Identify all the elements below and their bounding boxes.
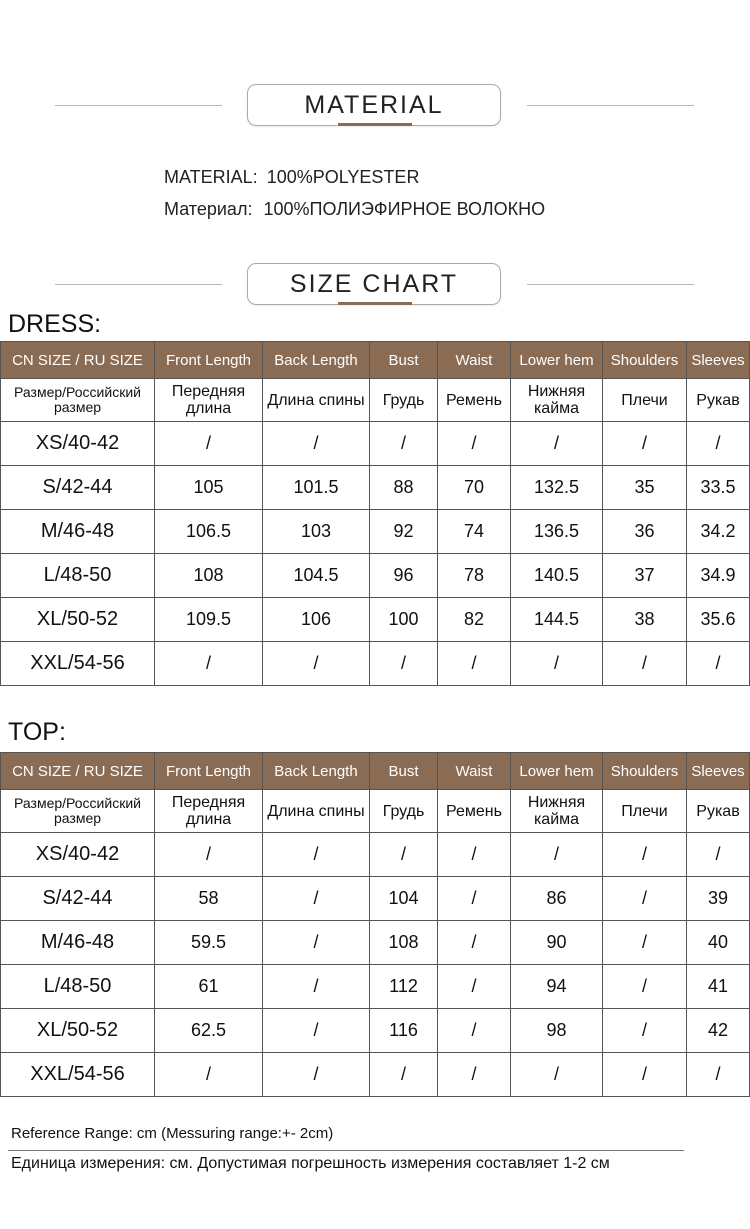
size-label: XXL/54-56: [1, 1053, 155, 1097]
column-header-ru: Ремень: [438, 379, 511, 422]
table-cell: /: [263, 921, 370, 965]
table-cell: /: [263, 642, 370, 686]
table-row: [1, 877, 750, 921]
table-cell: 37: [603, 554, 687, 598]
column-header: Lower hem: [511, 753, 603, 790]
column-header-ru: Нижняя кайма: [511, 790, 603, 833]
table-cell: 106: [263, 598, 370, 642]
table-cell: 90: [511, 921, 603, 965]
table-cell: 34.9: [687, 554, 750, 598]
column-header-ru: Ремень: [438, 790, 511, 833]
size-label: XL/50-52: [1, 1009, 155, 1053]
column-header-ru: Нижняя кайма: [511, 379, 603, 422]
column-header: Waist: [438, 342, 511, 379]
table-cell: 74: [438, 510, 511, 554]
table-cell: /: [603, 833, 687, 877]
table-cell: 104: [370, 877, 438, 921]
table-cell: /: [370, 422, 438, 466]
table-row: [1, 554, 750, 598]
divider-right: [527, 105, 694, 106]
material-heading-text: MATERIAL: [304, 91, 444, 119]
top-size-table: [0, 752, 750, 1097]
material-label-ru: Материал:: [164, 199, 253, 219]
reference-divider: [8, 1150, 684, 1151]
dress-title: DRESS:: [8, 310, 102, 338]
table-cell: /: [155, 422, 263, 466]
table-cell: /: [511, 1053, 603, 1097]
column-header-ru: Грудь: [370, 790, 438, 833]
table-cell: /: [603, 642, 687, 686]
table-cell: /: [603, 921, 687, 965]
size-chart-heading: [0, 263, 750, 307]
material-line-en: [164, 167, 419, 188]
column-header-ru: Рукав: [687, 790, 750, 833]
material-value-en: 100%POLYESTER: [266, 167, 420, 187]
table-cell: /: [155, 1053, 263, 1097]
table-row: [1, 833, 750, 877]
table-cell: 108: [155, 554, 263, 598]
table-cell: /: [603, 1009, 687, 1053]
table-cell: /: [603, 1053, 687, 1097]
table-cell: 86: [511, 877, 603, 921]
header-row: [1, 753, 750, 790]
table-cell: 92: [370, 510, 438, 554]
divider-right: [527, 284, 694, 285]
size-label: XS/40-42: [1, 422, 155, 466]
column-header: Sleeves: [687, 342, 750, 379]
size-chart-heading-text: SIZE CHART: [289, 270, 459, 298]
table-cell: 101.5: [263, 466, 370, 510]
table-cell: /: [438, 965, 511, 1009]
table-cell: 41: [687, 965, 750, 1009]
table-cell: /: [263, 965, 370, 1009]
table-cell: 33.5: [687, 466, 750, 510]
table-row: [1, 1009, 750, 1053]
divider-left: [55, 284, 222, 285]
top-table-body: [1, 753, 750, 1097]
header-row-ru: [1, 790, 750, 833]
reference-range-ru: Единица измерения: см. Допустимая погрешность измерения составляет 1-2 см: [11, 1155, 610, 1172]
table-cell: /: [511, 422, 603, 466]
table-cell: /: [438, 1053, 511, 1097]
table-cell: /: [438, 1009, 511, 1053]
size-label: XL/50-52: [1, 598, 155, 642]
table-cell: 35: [603, 466, 687, 510]
heading-accent-bar: [338, 302, 412, 305]
dress-table-body: [1, 342, 750, 686]
table-cell: 82: [438, 598, 511, 642]
size-label: L/48-50: [1, 554, 155, 598]
table-cell: 103: [263, 510, 370, 554]
column-header: Front Length: [155, 342, 263, 379]
table-cell: /: [511, 833, 603, 877]
table-cell: 96: [370, 554, 438, 598]
table-cell: /: [603, 877, 687, 921]
table-cell: 59.5: [155, 921, 263, 965]
table-cell: 112: [370, 965, 438, 1009]
column-header: Sleeves: [687, 753, 750, 790]
material-label-en: MATERIAL:: [164, 167, 258, 187]
table-row: [1, 1053, 750, 1097]
table-cell: /: [263, 422, 370, 466]
table-cell: /: [511, 642, 603, 686]
column-header-ru: Размер/Российский размер: [1, 790, 155, 833]
column-header: Bust: [370, 342, 438, 379]
table-cell: /: [687, 422, 750, 466]
size-label: XS/40-42: [1, 833, 155, 877]
table-cell: 34.2: [687, 510, 750, 554]
column-header: Waist: [438, 753, 511, 790]
table-cell: 42: [687, 1009, 750, 1053]
column-header: Front Length: [155, 753, 263, 790]
column-header-ru: Плечи: [603, 790, 687, 833]
table-cell: 58: [155, 877, 263, 921]
table-cell: /: [438, 921, 511, 965]
material-heading-pill: [247, 84, 501, 126]
table-cell: 132.5: [511, 466, 603, 510]
table-cell: /: [263, 833, 370, 877]
material-value-ru: 100%ПОЛИЭФИРНОЕ ВОЛОКНО: [263, 199, 546, 219]
material-heading: [0, 84, 750, 128]
column-header-ru: Размер/Российский размер: [1, 379, 155, 422]
table-cell: /: [438, 422, 511, 466]
table-row: [1, 466, 750, 510]
table-cell: 70: [438, 466, 511, 510]
table-cell: 144.5: [511, 598, 603, 642]
table-cell: /: [687, 833, 750, 877]
table-cell: 94: [511, 965, 603, 1009]
column-header-ru: Передняя длина: [155, 379, 263, 422]
table-row: [1, 422, 750, 466]
size-label: XXL/54-56: [1, 642, 155, 686]
table-cell: /: [263, 1053, 370, 1097]
column-header: CN SIZE / RU SIZE: [1, 753, 155, 790]
table-cell: 98: [511, 1009, 603, 1053]
column-header-ru: Грудь: [370, 379, 438, 422]
table-cell: /: [687, 1053, 750, 1097]
column-header-ru: Передняя длина: [155, 790, 263, 833]
table-cell: /: [370, 1053, 438, 1097]
table-cell: 105: [155, 466, 263, 510]
table-cell: /: [603, 422, 687, 466]
top-title: TOP:: [8, 718, 66, 746]
column-header: Lower hem: [511, 342, 603, 379]
table-cell: 109.5: [155, 598, 263, 642]
table-row: [1, 965, 750, 1009]
table-cell: /: [438, 833, 511, 877]
header-row-ru: [1, 379, 750, 422]
column-header: Back Length: [263, 342, 370, 379]
size-label: S/42-44: [1, 466, 155, 510]
size-label: S/42-44: [1, 877, 155, 921]
table-cell: 61: [155, 965, 263, 1009]
table-cell: 38: [603, 598, 687, 642]
table-cell: 78: [438, 554, 511, 598]
divider-left: [55, 105, 222, 106]
header-row: [1, 342, 750, 379]
table-cell: /: [438, 642, 511, 686]
size-label: M/46-48: [1, 921, 155, 965]
table-cell: /: [155, 642, 263, 686]
column-header: CN SIZE / RU SIZE: [1, 342, 155, 379]
table-cell: 108: [370, 921, 438, 965]
column-header-ru: Длина спины: [263, 790, 370, 833]
column-header: Bust: [370, 753, 438, 790]
table-cell: 35.6: [687, 598, 750, 642]
table-cell: /: [370, 642, 438, 686]
table-cell: 136.5: [511, 510, 603, 554]
size-label: M/46-48: [1, 510, 155, 554]
table-cell: 39: [687, 877, 750, 921]
table-cell: 116: [370, 1009, 438, 1053]
column-header: Shoulders: [603, 342, 687, 379]
table-row: [1, 598, 750, 642]
table-cell: 36: [603, 510, 687, 554]
table-cell: /: [687, 642, 750, 686]
table-cell: /: [263, 877, 370, 921]
dress-size-table: [0, 341, 750, 686]
table-cell: 106.5: [155, 510, 263, 554]
table-cell: 100: [370, 598, 438, 642]
table-cell: 40: [687, 921, 750, 965]
column-header-ru: Рукав: [687, 379, 750, 422]
reference-range-en: Reference Range: cm (Messuring range:+- 2cm): [11, 1125, 334, 1142]
table-cell: 88: [370, 466, 438, 510]
table-cell: 140.5: [511, 554, 603, 598]
table-cell: /: [603, 965, 687, 1009]
table-cell: 62.5: [155, 1009, 263, 1053]
table-cell: 104.5: [263, 554, 370, 598]
table-row: [1, 642, 750, 686]
column-header-ru: Длина спины: [263, 379, 370, 422]
heading-accent-bar: [338, 123, 412, 126]
table-cell: /: [155, 833, 263, 877]
table-row: [1, 921, 750, 965]
size-label: L/48-50: [1, 965, 155, 1009]
size-chart-heading-pill: [247, 263, 501, 305]
table-row: [1, 510, 750, 554]
column-header: Shoulders: [603, 753, 687, 790]
column-header: Back Length: [263, 753, 370, 790]
column-header-ru: Плечи: [603, 379, 687, 422]
material-line-ru: [164, 199, 545, 220]
table-cell: /: [438, 877, 511, 921]
table-cell: /: [263, 1009, 370, 1053]
table-cell: /: [370, 833, 438, 877]
